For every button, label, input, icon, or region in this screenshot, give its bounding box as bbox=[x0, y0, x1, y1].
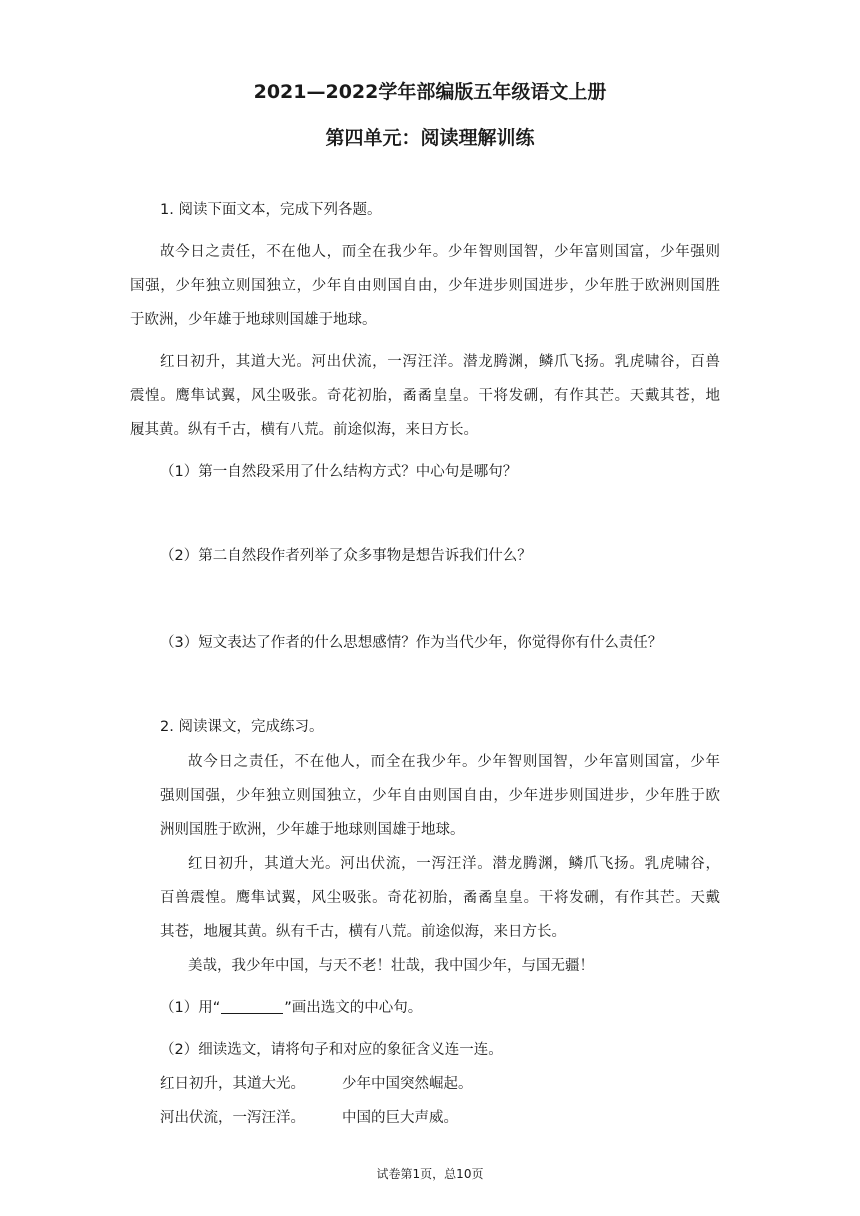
q1-p1-line2: 国强，少年独立则国独立，少年自由则国自由，少年进步则国进步，少年胜于欧洲则国胜 bbox=[130, 278, 720, 294]
page-footer: 试卷第1页，总10页 bbox=[376, 1167, 484, 1181]
q2-p3: 美哉，我少年中国，与天不老！壮哉，我中国少年，与国无疆！ bbox=[188, 958, 594, 974]
q1-p2-line1: 红日初升，其道大光。河出伏流，一泻汪洋。潜龙腾渊，鳞爪飞扬。乳虎啸谷，百兽 bbox=[160, 354, 720, 370]
q1-p1-line1: 故今日之责任，不在他人，而全在我少年。少年智则国智，少年富则国富，少年强则 bbox=[160, 244, 720, 260]
match-right-2: 中国的巨大声威。 bbox=[342, 1110, 458, 1126]
q1-p2-line3: 履其黄。纵有千古，横有八荒。前途似海，来日方长。 bbox=[130, 422, 478, 438]
q1-p2-line2: 震惶。鹰隼试翼，风尘吸张。奇花初胎，矞矞皇皇。干将发硎，有作其芒。天戴其苍，地 bbox=[130, 388, 720, 404]
q1-prompt: 1. 阅读下面文本，完成下列各题。 bbox=[160, 202, 382, 218]
q2-p2-line2: 百兽震惶。鹰隼试翼，风尘吸张。奇花初胎，矞矞皇皇。干将发硎，有作其芒。天戴 bbox=[160, 890, 720, 906]
q2-prompt: 2. 阅读课文，完成练习。 bbox=[160, 719, 324, 735]
q2-p1-line1: 故今日之责任，不在他人，而全在我少年。少年智则国智，少年富则国富，少年 bbox=[188, 754, 720, 770]
page-title: 2021—2022学年部编版五年级语文上册 bbox=[253, 81, 607, 103]
q1-subquestion-2: （2）第二自然段作者列举了众多事物是想告诉我们什么？ bbox=[160, 548, 532, 564]
q2-p1-line2: 强则国强，少年独立则国独立，少年自由则国自由，少年进步则国进步，少年胜于欧 bbox=[160, 788, 720, 804]
q2-subquestion-2: （2）细读选文，请将句子和对应的象征含义连一连。 bbox=[160, 1042, 503, 1058]
q1-subquestion-3: （3）短文表达了作者的什么思想感情？作为当代少年，你觉得你有什么责任？ bbox=[160, 635, 663, 651]
q2-p2-line1: 红日初升，其道大光。河出伏流，一泻汪洋。潜龙腾渊，鳞爪飞扬。乳虎啸谷， bbox=[188, 856, 720, 872]
match-left-2: 河出伏流，一泻汪洋。 bbox=[160, 1110, 305, 1126]
page-subtitle: 第四单元：阅读理解训练 bbox=[325, 127, 535, 149]
q1-subquestion-1: （1）第一自然段采用了什么结构方式？中心句是哪句？ bbox=[160, 464, 518, 480]
match-left-1: 红日初升，其道大光。 bbox=[160, 1076, 305, 1092]
q1-p1-line3: 于欧洲，少年雄于地球则国雄于地球。 bbox=[130, 312, 377, 328]
q2-p1-line3: 洲则国胜于欧洲，少年雄于地球则国雄于地球。 bbox=[160, 822, 465, 838]
match-right-1: 少年中国突然崛起。 bbox=[342, 1076, 473, 1092]
q2-sub1-post: ”画出选文的中心句。 bbox=[284, 1000, 423, 1016]
q2-sub1-pre: （1）用“ bbox=[160, 1000, 221, 1016]
q2-subquestion-1 bbox=[160, 996, 422, 1017]
q2-p2-line3: 其苍，地履其黄。纵有千古，横有八荒。前途似海，来日方长。 bbox=[160, 924, 566, 940]
answer-blank[interactable] bbox=[221, 999, 283, 1014]
